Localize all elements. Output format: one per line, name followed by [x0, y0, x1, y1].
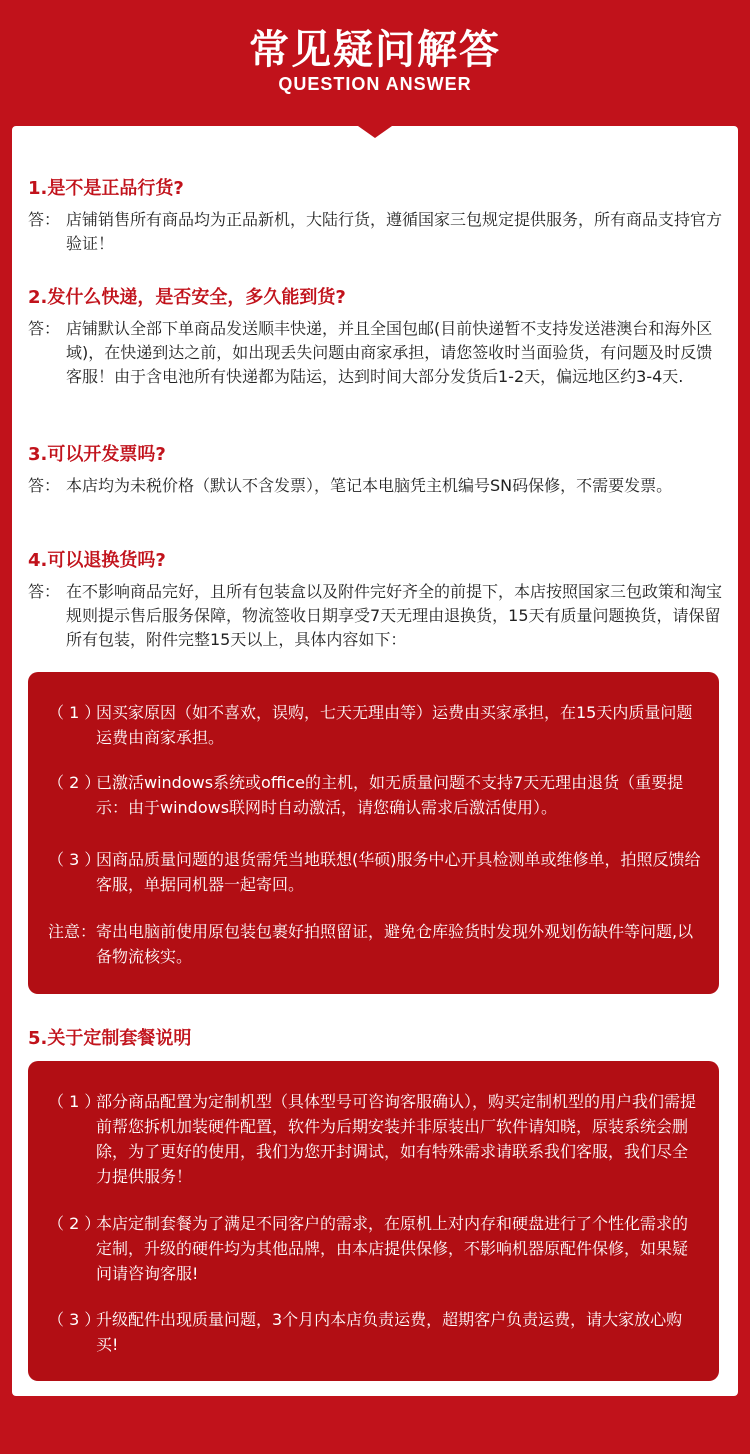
answer-2	[28, 317, 728, 389]
item-label: （ 2 ）	[48, 1214, 101, 1233]
item-label: （ 3 ）	[48, 850, 101, 869]
item-text: 部分商品配置为定制机型（具体型号可咨询客服确认），购买定制机型的用户我们需提前帮您拆机加装硬件配置，软件为后期安装并非原装出厂软件请知晓，原装系统会删除，为了更好的使用，我们为您开封调试，如有特殊需求请联系我们客服，我们尽全力提供服务！	[96, 1092, 697, 1186]
answer-3	[28, 474, 728, 498]
answer-label: 答：	[28, 476, 61, 495]
return-note	[48, 919, 703, 969]
answer-text: 店铺销售所有商品均为正品新机，大陆行货，遵循国家三包规定提供服务，所有商品支持官方验证！	[66, 210, 723, 253]
panel-notch	[358, 126, 392, 138]
return-item-3	[48, 847, 703, 897]
item-text: 已激活windows系统或office的主机，如无质量问题不支持7天无理由退货（重要提示：由于windows联网时自动激活，请您确认需求后激活使用）。	[96, 773, 684, 817]
item-label: （ 1 ）	[48, 1092, 101, 1111]
answer-label: 答：	[28, 582, 61, 601]
page-title: 常见疑问解答	[249, 27, 501, 73]
custom-package-box	[28, 1061, 719, 1381]
return-item-2	[48, 770, 703, 820]
item-text: 升级配件出现质量问题，3个月内本店负责运费，超期客户负责运费，请大家放心购买!	[96, 1310, 683, 1354]
section-5-title: 5.关于定制套餐说明	[28, 1028, 192, 1049]
item-label: （ 2 ）	[48, 773, 101, 792]
custom-item-3	[48, 1307, 703, 1357]
answer-text: 本店均为未税价格（默认不含发票），笔记本电脑凭主机编号SN码保修，不需要发票。	[66, 476, 673, 495]
item-label: （ 1 ）	[48, 703, 101, 722]
note-text: 寄出电脑前使用原包装包裹好拍照留证，避免仓库验货时发现外观划伤缺件等问题,以备物流核实。	[96, 922, 694, 966]
header	[0, 0, 750, 128]
answer-label: 答：	[28, 319, 61, 338]
page-subtitle: QUESTION ANSWER	[278, 74, 472, 94]
question-2: 2.发什么快递，是否安全，多久能到货?	[28, 287, 346, 308]
custom-item-2	[48, 1211, 703, 1286]
answer-text: 在不影响商品完好，且所有包装盒以及附件完好齐全的前提下，本店按照国家三包政策和淘宝规则提示售后服务保障，物流签收日期享受7天无理由退换货，15天有质量问题换货，请保留所有包装，附件完整15天以上，具体内容如下：	[66, 582, 723, 649]
return-policy-box	[28, 672, 719, 994]
return-item-1	[48, 700, 703, 750]
item-text: 本店定制套餐为了满足不同客户的需求，在原机上对内存和硬盘进行了个性化需求的定制，升级的硬件均为其他品牌，由本店提供保修，不影响机器原配件保修，如果疑问请咨询客服!	[96, 1214, 689, 1283]
question-1: 1.是不是正品行货?	[28, 178, 184, 199]
answer-1	[28, 208, 728, 256]
answer-text: 店铺默认全部下单商品发送顺丰快递，并且全国包邮(目前快递暂不支持发送港澳台和海外区域)，在快递到达之前，如出现丢失问题由商家承担，请您签收时当面验货，有问题及时反馈客服！由于含电池所有快递都为陆运，达到时间大部分发货后1-2天，偏远地区约3-4天.	[66, 319, 713, 386]
question-3: 3.可以开发票吗?	[28, 444, 166, 465]
note-label: 注意：	[48, 922, 97, 941]
question-4: 4.可以退换货吗?	[28, 550, 166, 571]
answer-label: 答：	[28, 210, 61, 229]
answer-4	[28, 580, 728, 652]
item-text: 因买家原因（如不喜欢，误购，七天无理由等）运费由买家承担，在15天内质量问题运费由商家承担。	[96, 703, 693, 747]
custom-item-1	[48, 1089, 703, 1189]
item-text: 因商品质量问题的退货需凭当地联想(华硕)服务中心开具检测单或维修单，拍照反馈给客服，单据同机器一起寄回。	[96, 850, 701, 894]
item-label: （ 3 ）	[48, 1310, 101, 1329]
